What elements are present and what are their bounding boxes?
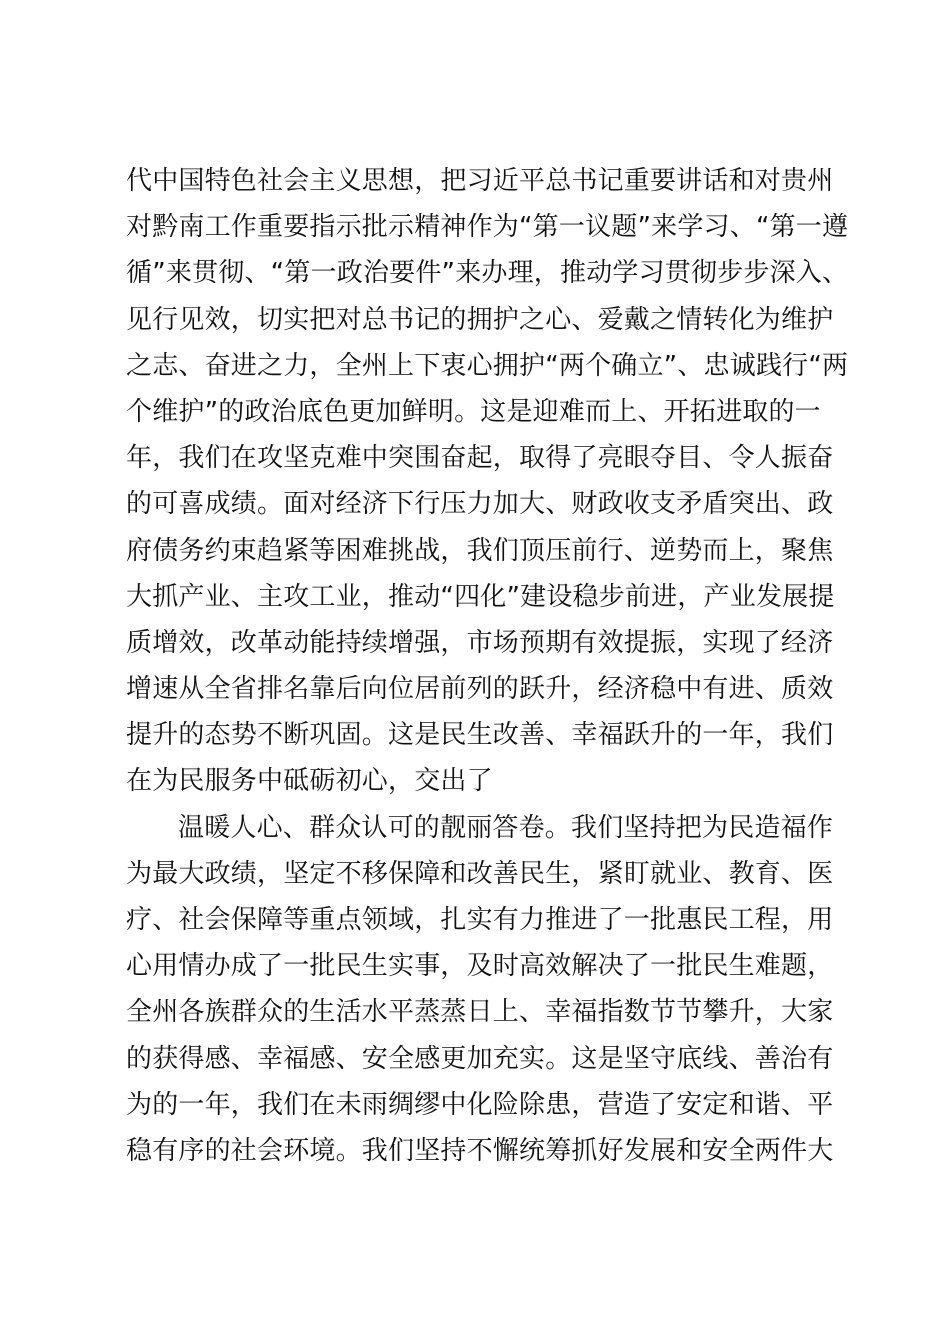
text-line: 之志、奋进之力，全州上下衷心拥护“两个确立”、忠诚践行“两 — [126, 350, 849, 381]
paragraph-first-line: 温暖人心、群众认可的靓丽答卷。我们坚持把为民造福作 — [178, 812, 834, 843]
text-line: 在为民服务中砥砺初心，交出了 — [126, 766, 493, 797]
body-text — [126, 158, 849, 1174]
text-line: 个维护”的政治底色更加鲜明。这是迎难而上、开拓进取的一 — [126, 396, 821, 427]
text-line: 提升的态势不断巩固。这是民生改善、幸福跃升的一年，我们 — [126, 720, 834, 751]
text-line: 为最大政绩，坚定不移保障和改善民生，紧盯就业、教育、医 — [126, 858, 834, 889]
text-line: 质增效，改革动能持续增强，市场预期有效提振，实现了经济 — [126, 627, 834, 658]
text-line: 府债务约束趋紧等困难挑战，我们顶压前行、逆势而上，聚焦 — [126, 535, 834, 566]
text-line: 的获得感、幸福感、安全感更加充实。这是坚守底线、善治有 — [126, 1043, 834, 1074]
text-line: 大抓产业、主攻工业，推动“四化”建设稳步前进，产业发展提 — [126, 581, 835, 612]
text-line: 疗、社会保障等重点领域，扎实有力推进了一批惠民工程，用 — [126, 905, 834, 935]
text-line: 心用情办成了一批民生实事，及时高效解决了一批民生难题， — [126, 951, 834, 982]
text-line: 年，我们在攻坚克难中突围奋起，取得了亮眼夺目、令人振奋 — [126, 443, 834, 474]
text-line: 稳有序的社会环境。我们坚持不懈统筹抓好发展和安全两件大 — [126, 1135, 834, 1166]
text-line: 代中国特色社会主义思想，把习近平总书记重要讲话和对贵州 — [126, 166, 834, 196]
text-line: 对黔南工作重要指示批示精神作为“第一议题”来学习、“第一遵 — [126, 212, 849, 243]
text-line: 循”来贯彻、“第一政治要件”来办理，推动学习贯彻步步深入、 — [126, 258, 849, 289]
text-line: 见行见效，切实把对总书记的拥护之心、爱戴之情转化为维护 — [126, 304, 834, 335]
text-line: 为的一年，我们在未雨绸缪中化险除患，营造了安定和谐、平 — [126, 1089, 834, 1120]
text-line: 的可喜成绩。面对经济下行压力加大、财政收支矛盾突出、政 — [126, 489, 834, 520]
text-line: 全州各族群众的生活水平蒸蒸日上、幸福指数节节攀升，大家 — [126, 997, 834, 1028]
text-line: 增速从全省排名靠后向位居前列的跃升，经济稳中有进、质效 — [126, 674, 834, 705]
